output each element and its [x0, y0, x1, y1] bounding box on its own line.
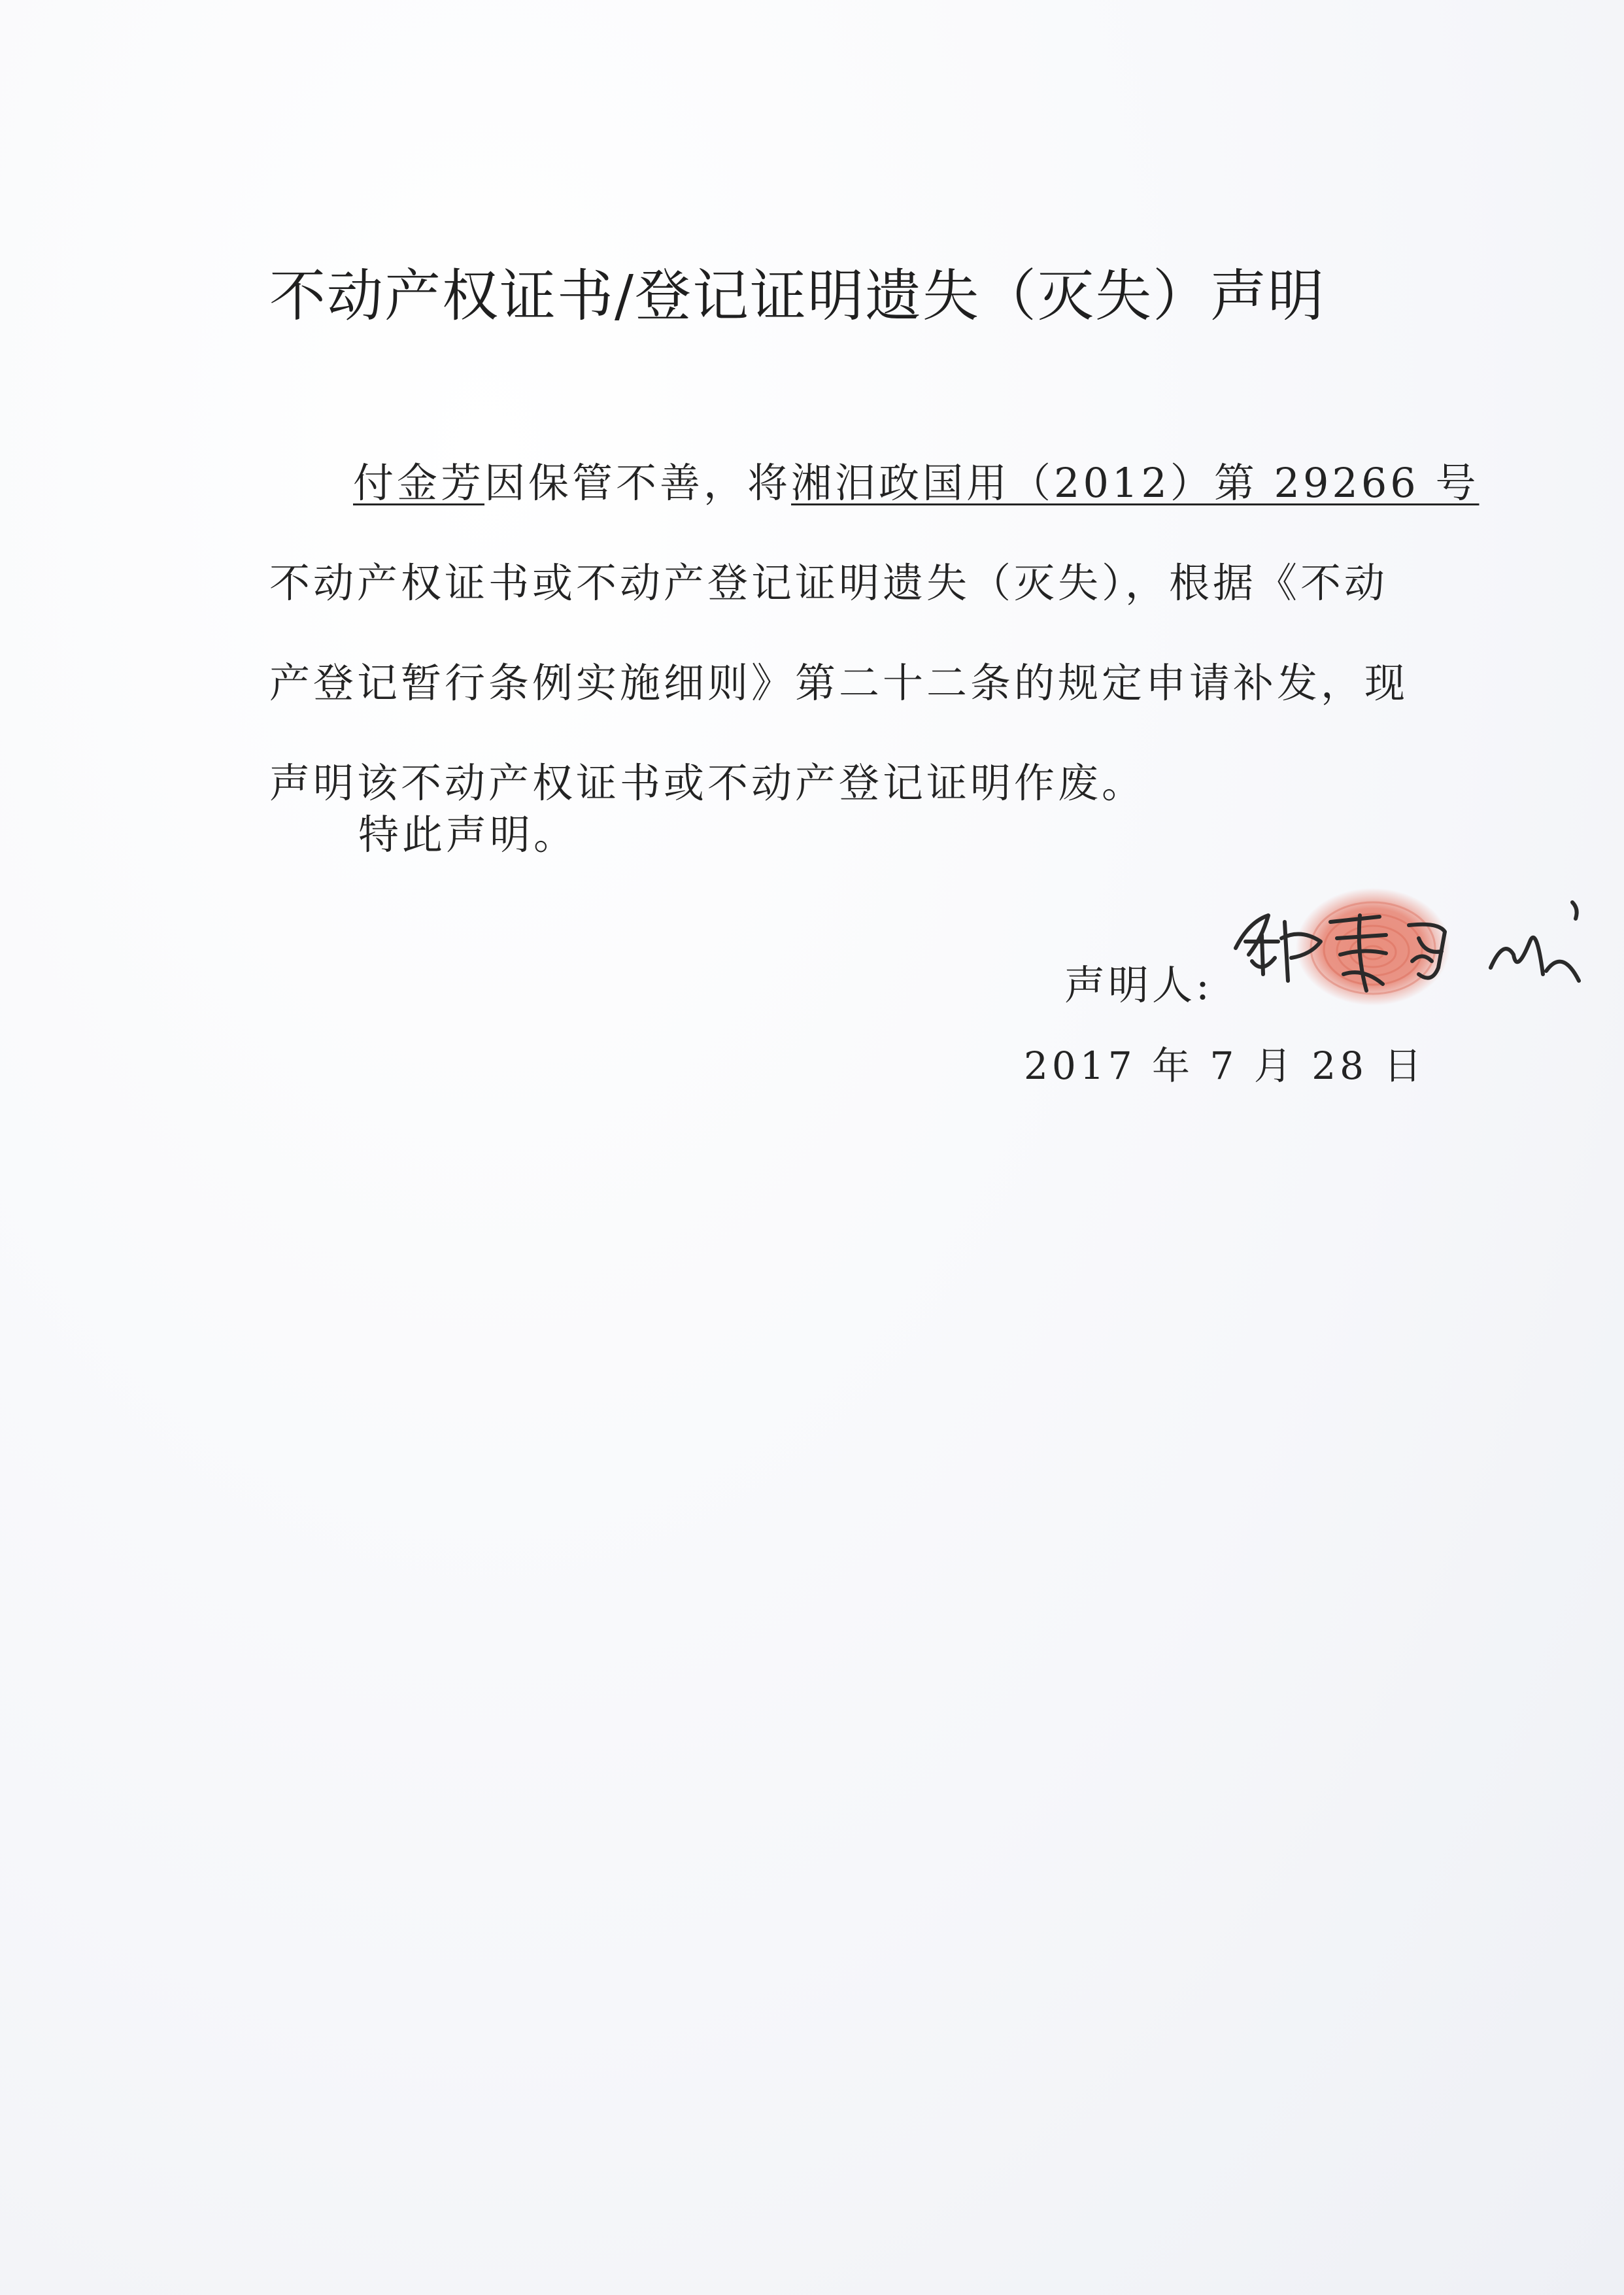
declarant-label: 声明人: [1064, 961, 1213, 1009]
body-line-1 [269, 454, 1480, 513]
body-line-2: 不动产权证书或不动产登记证明遗失（灭失），根据《不动 [269, 559, 1389, 607]
signature-with-fingerprint [1223, 876, 1589, 1033]
certificate-number: 湘汨政国用（2012）第 29266 号 [791, 459, 1480, 507]
document-title: 不动产权证书/登记证明遗失（灭失）声明 [269, 264, 1325, 329]
closing-statement: 特此声明。 [358, 811, 578, 858]
declaration-body [269, 454, 1480, 854]
body-line-4: 声明该不动产权证书或不动产登记证明作废。 [269, 759, 1146, 807]
body-line-1-middle: 因保管不善，将 [484, 459, 792, 507]
declaration-date: 2017 年 7 月 28 日 [1024, 1044, 1426, 1088]
owner-name: 付金芳 [353, 459, 485, 507]
body-line-3: 产登记暂行条例实施细则》第二十二条的规定申请补发，现 [269, 659, 1409, 707]
